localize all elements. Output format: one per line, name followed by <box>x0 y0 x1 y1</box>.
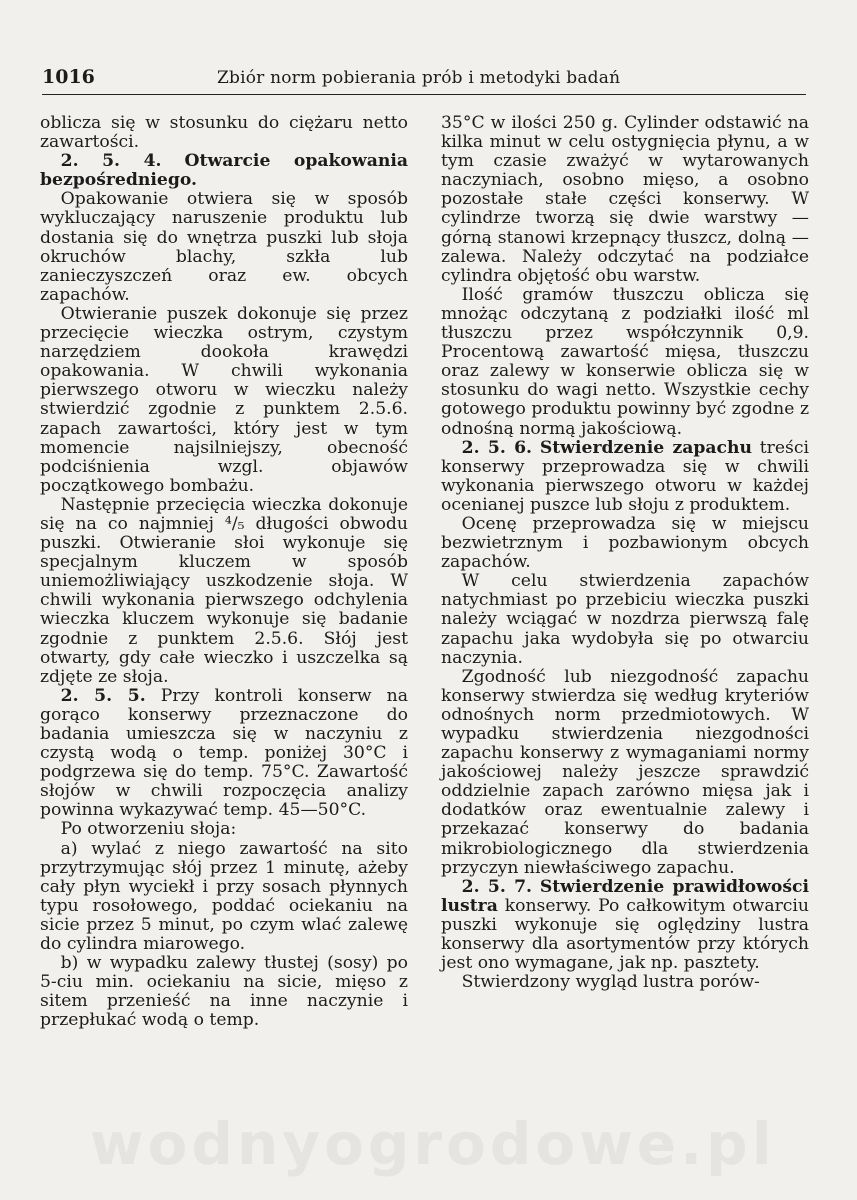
section-number: 2. 5. 6. <box>461 437 533 458</box>
section-number: 2. 5. 4. <box>60 151 162 172</box>
paragraph-text: a) wylać z niego zawartość na sito przytrzymując słój przez 1 minutę, ażeby cały płyn wyciekł i przy sosach płynnych typu rosołowego, poddać ociekaniu na sicie przez 5 minut, po czym wlać zalewę do cylindra miarowego. <box>40 838 408 955</box>
paragraph <box>441 572 809 667</box>
paragraph <box>40 190 408 305</box>
paragraph <box>441 286 809 439</box>
paragraph-text: W celu stwierdzenia zapachów natychmiast po przebiciu wieczka puszki należy wciągać w nozdrza pierwszą falę zapachu jaka wydobyła się po otwarciu naczynia. <box>441 571 809 668</box>
paragraph-text: Otwieranie puszek dokonuje się przez przecięcie wieczka ostrym, czystym narzędziem dookoła krawędzi opakowania. W chwili wykonania pierwszego otworu w wieczku należy stwierdzić zgodnie z punktem 2.5.6. zapach zawartości, który jest w tym momencie najsilniejszy, obecność podciśnienia wzgl. objawów początkowego bombażu. <box>40 303 408 496</box>
paragraph <box>40 496 408 687</box>
paragraph-text: Zgodność lub niezgodność zapachu konserwy stwierdza się według kryteriów odnośnych norm przedmiotowych. W wypadku stwierdzenia niezgodności zapachu konserwy z wymaganiami normy jakościowej należy jeszcze sprawdzić oddzielnie zapach zarówno mięsa jak i dodatków oraz ewentualnie zalewy i przekazać konserwy do badania mikrobiologicznego dla stwierdzenia przyczyn niewłaściwego zapachu. <box>441 666 809 878</box>
section-heading: Stwierdzenie prawidłowości lustra <box>441 876 810 916</box>
paragraph <box>40 954 408 1030</box>
paragraph <box>441 114 809 286</box>
paragraph <box>441 878 809 973</box>
paragraph-text: treści konserwy przeprowadza się w chwili wykonania pierwszego otworu w każdej ocenianej puszce lub słoju z produktem. <box>441 437 810 515</box>
paragraph-text: 35°C w ilości 250 g. Cylinder odstawić na kilka minut w celu ostygnięcia płynu, a w tym czasie zważyć w wytarowanych naczyniach, osobno mięso, a osobno pozostałe stałe części konserwy. W cylindrze tworzą się dwie warstwy — górną stanowi krzepnący tłuszcz, dolną — zalewa. Należy odczytać na podziałce cylindra objętość obu warstw. <box>441 113 809 286</box>
section-number: 2. 5. 7. <box>461 876 533 897</box>
watermark-text: wodnyogrodowe.pl <box>90 1110 776 1178</box>
page-number: 1016 <box>42 66 95 88</box>
paragraph-text: konserwy. Po całkowitym otwarciu puszki wykonuje się oględziny lustra konserwy dla asortymentów przy których jest ono wymagane, jak np. pasztety. <box>441 895 810 974</box>
paragraph-text: oblicza się w stosunku do ciężaru netto zawartości. <box>40 113 408 153</box>
paragraph <box>441 973 809 992</box>
paragraph-text: Przy kontroli konserw na gorąco konserwy przeznaczone do badania umieszcza się w naczyniu z czystą wodą o temp. poniżej 30°C i podgrzewa się do temp. 75°C. Zawartość słojów w chwili rozpoczęcia analizy powinna wykazywać temp. 45—50°C. <box>40 685 408 821</box>
paragraph <box>441 515 809 572</box>
right-column <box>441 114 809 992</box>
page-header <box>42 64 806 95</box>
paragraph <box>40 114 408 152</box>
paragraph <box>40 305 408 496</box>
paragraph <box>441 439 809 515</box>
paragraph-text: Ocenę przeprowadza się w miejscu bezwietrznym i pozbawionym obcych zapachów. <box>441 513 809 573</box>
paragraph <box>40 687 408 821</box>
section-number: 2. 5. 5. <box>60 685 146 706</box>
paragraph <box>40 840 408 955</box>
paragraph <box>40 820 408 839</box>
section-heading: Stwierdzenie zapachu <box>539 437 752 458</box>
running-title: Zbiór norm pobierania prób i metodyki badań <box>217 68 621 88</box>
paragraph-text: b) w wypadku zalewy tłustej (sosy) po 5-ciu min. ociekaniu na sicie, mięso z sitem przenieść na inne naczynie i przepłukać wodą o temp. <box>40 953 408 1031</box>
paragraph-text: Następnie przecięcia wieczka dokonuje się na co najmniej ⁴/₅ długości obwodu puszki. Otwieranie słoi wykonuje się specjalnym kluczem w sposób uniemożliwiający uszkodzenie słoja. W chwili wykonania pierwszego odchylenia wieczka kluczem wykonuje się badanie zgodnie z punktem 2.5.6. Słój jest otwarty, gdy całe wieczko i uszczelka są zdjęte ze słoja. <box>40 494 408 687</box>
paragraph-text: Ilość gramów tłuszczu oblicza się mnożąc odczytaną z podziałki ilość ml tłuszczu przez współczynnik 0,9. Procentową zawartość mięsa, tłuszczu oraz zalewy w konserwie oblicza się w stosunku do wagi netto. Wszystkie cechy gotowego produktu powinny być zgodne z odnośną normą jakościową. <box>441 284 809 439</box>
paragraph-text: Stwierdzony wygląd lustra porów- <box>461 972 760 993</box>
left-column <box>40 114 408 1031</box>
paragraph-text: Opakowanie otwiera się w sposób wykluczający naruszenie produktu lub dostania się do wnętrza puszki lub słoja okruchów blachy, szkła lub zanieczyszczeń oraz ew. obcych zapachów. <box>40 189 408 305</box>
paragraph <box>40 152 408 190</box>
paragraph-text: Po otworzeniu słoja: <box>60 819 237 840</box>
paragraph <box>441 668 809 878</box>
section-heading: Otwarcie opakowania bezpośredniego. <box>40 151 408 191</box>
